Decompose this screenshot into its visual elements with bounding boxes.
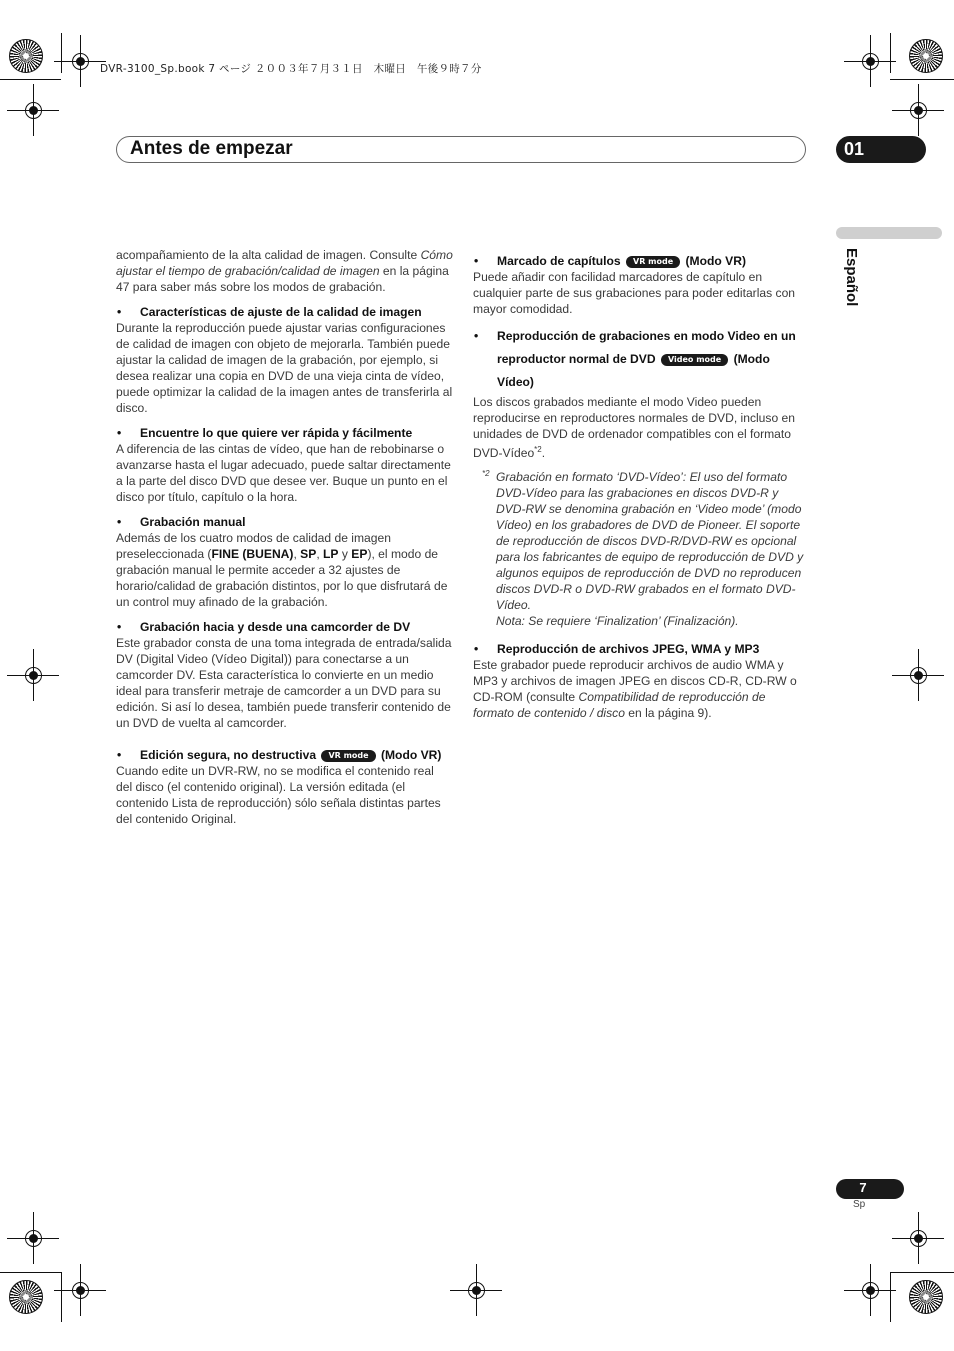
footnote-note: Nota: Se requiere ‘Finalization’ (Finalización). (496, 614, 739, 629)
section-body (473, 394, 808, 461)
footnote (473, 469, 808, 629)
vr-mode-badge: VR mode (626, 256, 680, 268)
section-body (116, 530, 453, 610)
language-label: Español (843, 248, 860, 307)
text: Marcado de capítulos (497, 254, 621, 268)
section-heading (116, 747, 453, 763)
footnote-ref: *2 (534, 445, 542, 454)
section-heading: • Encuentre lo que quiere ver rápida y fácilmente (116, 425, 453, 441)
vr-mode-badge: VR mode (321, 750, 375, 762)
text: Edición segura, no destructiva (140, 748, 317, 762)
section-body: Cuando edite un DVR-RW, no se modifica el contenido real del disco (el contenido original). La versión editada (el contenido Lista de reproducción) sólo señala distintas partes del contenido Original. (116, 764, 441, 826)
color-wheel-icon (909, 39, 943, 73)
file-header: DVR-3100_Sp.book 7 ページ ２００３年７月３１日 木曜日 午後９時７分 (100, 63, 482, 75)
crop-line (61, 1272, 62, 1322)
registration-mark-icon (892, 84, 944, 136)
language-tab (832, 248, 872, 328)
color-wheel-icon (9, 39, 43, 73)
section-body: Durante la reproducción puede ajustar varias configuraciones de calidad de imagen con objeto de mejorarla. También puede ajustar la calidad de imagen de la grabación, por ejemplo, si desea realizar una copia en DVD de una vieja cinta de vídeo, puede optimizar la calidad de la imagen antes de transferirla al disco. (116, 321, 453, 415)
section-heading (473, 325, 808, 394)
text: en la página 47 para saber más sobre los modos de grabación. (116, 264, 449, 294)
color-wheel-icon (9, 1280, 43, 1314)
column-right (473, 253, 808, 721)
crop-line (890, 1272, 954, 1273)
text: (Modo VR) (380, 748, 442, 762)
text: y (338, 547, 352, 561)
section-heading: • Características de ajuste de la calidad de imagen (116, 304, 453, 320)
registration-mark-icon (450, 1264, 502, 1316)
section-heading: • Reproducción de archivos JPEG, WMA y MP3 (473, 641, 808, 657)
crop-line (61, 33, 62, 73)
registration-mark-icon (7, 84, 59, 136)
section-body (473, 657, 808, 721)
registration-mark-icon (844, 1264, 896, 1316)
footnote-mark: *2 (482, 469, 490, 479)
footnote-text: Grabación en formato ‘DVD-Vídeo’: El uso del formato DVD-Vídeo para las grabaciones en discos DVD-R y DVD-RW se denomina grabación en ‘Video mode’ (modo Vídeo) en los grabadores de DVD de Pioneer. El soporte de reproducción de discos DVD-R/DVD-RW es opcional para los fabricantes de equipo de reproducción de DVD y algunos equipos de reproducción de DVD no reproducen discos DVD-R o DVD-RW grabados en el formato DVD-Vídeo. (496, 470, 804, 613)
crop-line (890, 79, 954, 80)
text: (Modo VR) (685, 254, 746, 268)
mode-fine: FINE (BUENA) (211, 547, 294, 561)
text: ), el modo de grabación manual le permite acceder a 32 ajustes de horario/calidad de grabación distintos, por lo que disfrutará de un control muy afinado de la grabación. (116, 547, 448, 609)
chapter-number: 01 (844, 139, 865, 159)
page-title: Antes de empezar (130, 138, 293, 159)
reference-link-text: Cómo ajustar el tiempo de grabación/calidad de imagen (116, 248, 453, 278)
mode-sp: SP (300, 547, 317, 561)
registration-mark-icon (7, 649, 59, 701)
text: , (293, 547, 301, 561)
section-body: Este grabador consta de una toma integrada de entrada/salida DV (Digital Video (Vídeo Digital)) para conectarse a un camcorder DV. Esta característica lo convierte en un medio ideal para transferir metraje de camcorder a un DVD para su edición. Si así lo desea, también puede transferir contenido de un DVD de vuelta al camcorder. (116, 636, 452, 730)
crop-line (890, 1272, 891, 1322)
text: Reproducción de grabaciones en modo Video en un reproductor normal de DVD (497, 329, 796, 366)
text: acompañamiento de la alta calidad de imagen. Consulte (116, 248, 421, 262)
section-body: Puede añadir con facilidad marcadores de capítulo en cualquier parte de sus grabaciones para poder editarlas con mayor comodidad. (473, 270, 796, 316)
column-left (116, 247, 453, 827)
text: (Modo Vídeo) (497, 352, 770, 389)
page-language-code: Sp (853, 1199, 866, 1210)
language-bar (836, 227, 942, 239)
registration-mark-icon (844, 35, 896, 87)
text: Los discos grabados mediante el modo Video pueden reproducirse en reproductores normales de DVD, incluso en unidades de DVD de ordenador compatibles con el formato DVD-Vídeo (473, 395, 795, 461)
crop-line (0, 79, 61, 80)
video-mode-badge: Video mode (661, 354, 728, 366)
text: , (316, 547, 324, 561)
text: Además de los cuatro modos de calidad de imagen preseleccionada ( (116, 531, 391, 561)
reference-link-text: Compatibilidad de reproducción de formato de contenido / disco (473, 690, 766, 721)
page-number: 7 (859, 1180, 867, 1195)
crop-line (890, 33, 891, 73)
color-wheel-icon (909, 1280, 943, 1314)
mode-lp: LP (323, 547, 339, 561)
mode-ep: EP (351, 547, 368, 561)
registration-mark-icon (892, 1212, 944, 1264)
section-body: A diferencia de las cintas de vídeo, que han de rebobinarse o avanzarse hasta el lugar adecuado, puede saltar directamente a la parte del disco DVD que desee ver. Buque un punto en el disco por título, capítulo o la hora. (116, 442, 451, 504)
text: en la página 9). (624, 706, 712, 721)
text: . (541, 446, 546, 461)
registration-mark-icon (7, 1212, 59, 1264)
section-heading: • Grabación manual (116, 514, 453, 530)
crop-line (0, 1272, 61, 1273)
registration-mark-icon (892, 649, 944, 701)
text: Este grabador puede reproducir archivos de audio WMA y MP3 y archivos de imagen JPEG en discos CD-R, CD-RW o CD-ROM (consulte (473, 658, 797, 705)
intro-paragraph (116, 247, 453, 295)
section-heading (473, 253, 808, 269)
section-heading: • Grabación hacia y desde una camcorder de DV (116, 619, 453, 635)
